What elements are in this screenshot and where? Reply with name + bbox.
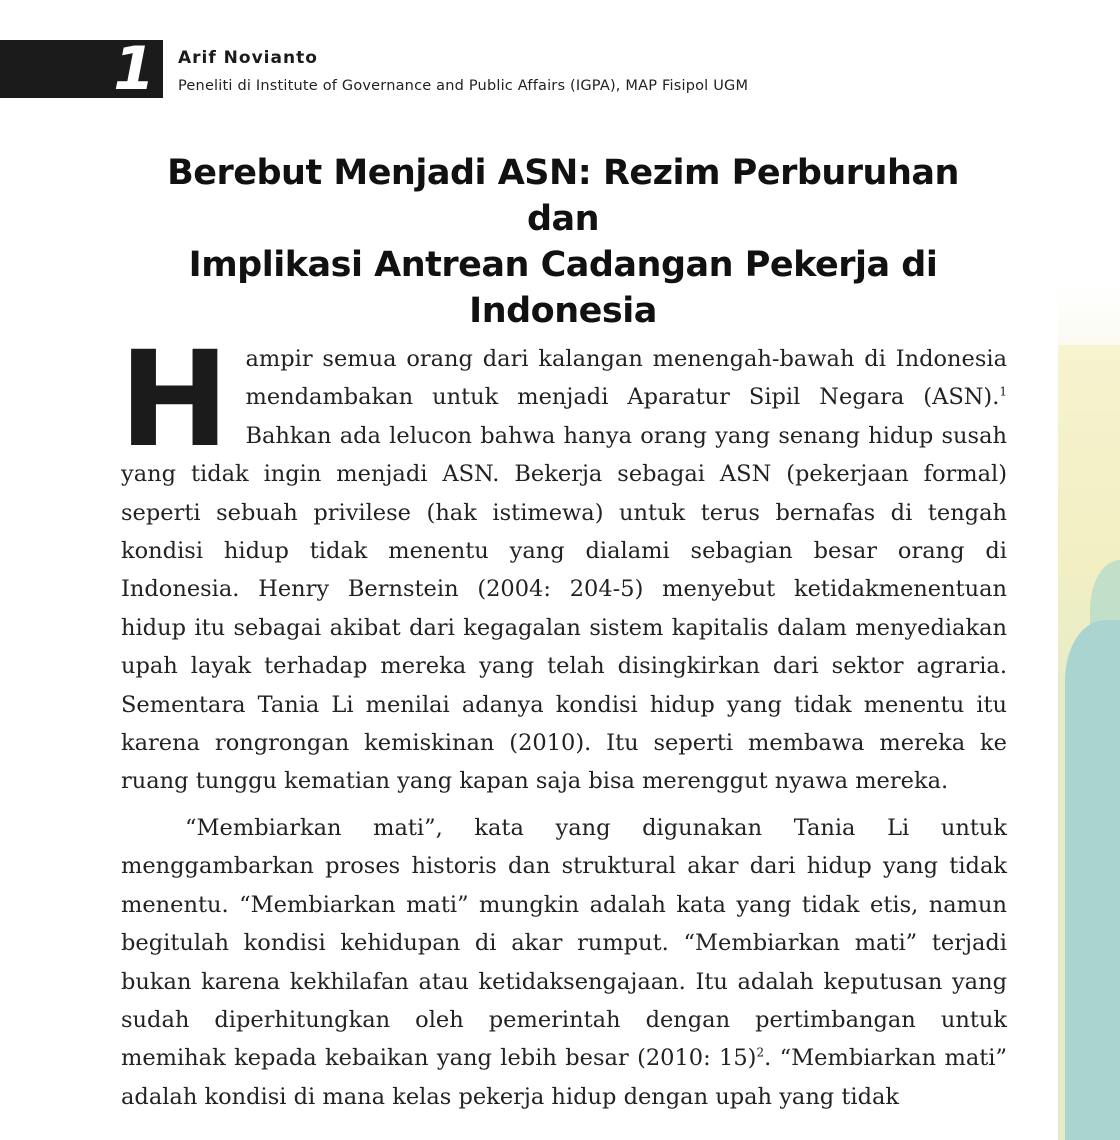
paragraph-1-text-a: ampir semua orang dari kalangan menengah-bawah di Indonesia mendambakan untuk menjadi Aparatur Sipil Negara (ASN). (245, 346, 1007, 411)
paragraph-2 (121, 809, 1007, 1116)
article-title (140, 150, 986, 334)
footnote-ref-2[interactable]: 2 (756, 1045, 765, 1060)
paragraph-1-text-b: Bahkan ada lelucon bahwa hanya orang yang senang hidup susah yang tidak ingin menjadi ASN. Bekerja sebagai ASN (pekerjaan formal) seperti sebuah privilese (hak istimewa) untuk terus bernafas di tengah kondisi hidup tidak menentu yang dialami sebagian besar orang di Indonesia. Henry Bernstein (2004: 204-5) menyebut ketidakmenentuan hidup itu sebagai akibat dari kegagalan sistem kapitalis dalam menyediakan upah layak terhadap mereka yang telah disingkirkan dari sektor agraria. Sementara Tania Li menilai adanya kondisi hidup yang tidak menentu itu karena rongrongan kemiskinan (2010). Itu seperti membawa mereka ke ruang tunggu kematian yang kapan saja bisa merenggut nyawa mereka. (121, 422, 1007, 795)
chapter-number: 1 (113, 34, 155, 104)
article-body (119, 323, 1007, 1124)
author-affiliation: Peneliti di Institute of Governance and Public Affairs (IGPA), MAP Fisipol UGM (178, 78, 749, 94)
title-line-1: Berebut Menjadi ASN: Rezim Perburuhan dan (167, 153, 959, 239)
paragraph-1 (119, 323, 1007, 801)
author-name: Arif Novianto (178, 48, 318, 68)
decorative-side-teal (1065, 620, 1120, 1140)
paragraph-2-text-b: . “Membiarkan mati” adalah kondisi di mana kelas pekerja hidup dengan upah yang tidak (121, 1045, 1007, 1110)
title-line-2: Implikasi Antrean Cadangan Pekerja di Indonesia (188, 245, 938, 331)
footnote-ref-1[interactable]: 1 (999, 384, 1007, 399)
paragraph-2-text-a: “Membiarkan mati”, kata yang digunakan Tania Li untuk menggambarkan proses historis dan struktural akar dari hidup yang tidak menentu. “Membiarkan mati” mungkin adalah kata yang tidak etis, namun begitulah kondisi kehidupan di akar rumput. “Membiarkan mati” terjadi bukan karena kekhilafan atau ketidaksengajaan. Itu adalah keputusan yang sudah diperhitungkan oleh pemerintah dengan pertimbangan untuk memihak kepada kebaikan yang lebih besar (2010: 15) (121, 814, 1007, 1072)
drop-cap: H (119, 323, 230, 477)
chapter-number-box (0, 34, 163, 104)
